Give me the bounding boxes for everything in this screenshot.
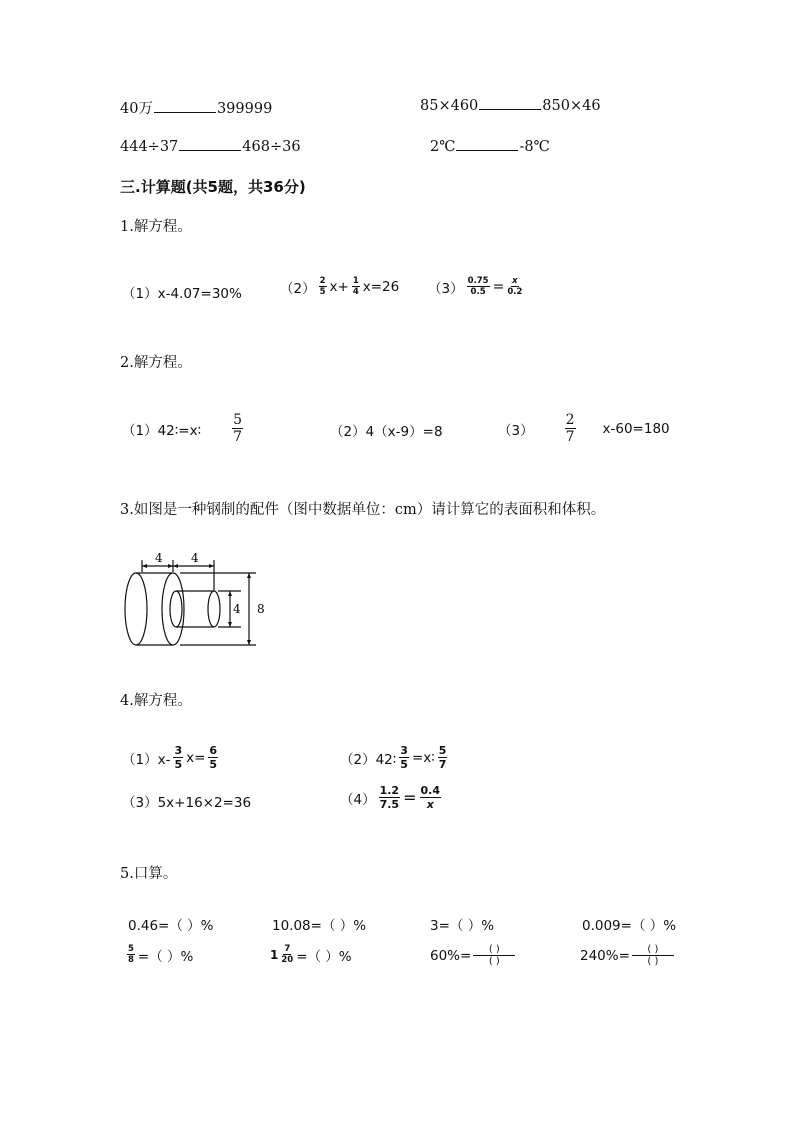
item-label: （2） — [280, 280, 316, 297]
fraction-den: ( ) — [647, 956, 659, 967]
fraction-den: ( ) — [488, 956, 500, 967]
fraction-den: 5 — [400, 758, 408, 771]
fraction — [208, 744, 218, 771]
problem-4-title: 4.解方程。 — [120, 693, 192, 709]
fraction-num: 5 — [438, 744, 447, 757]
problem-2-a — [122, 412, 246, 445]
fraction-den: 7 — [565, 429, 575, 445]
fraction — [399, 744, 409, 771]
fraction-num: 0.4 — [420, 784, 440, 797]
fraction-num: ( ) — [473, 944, 515, 956]
mental-math-2: 10.08=（ ）% — [272, 918, 367, 934]
problem-2-c — [498, 412, 670, 445]
fraction-num: 0.75 — [467, 276, 489, 286]
fraction-den: 4 — [352, 287, 359, 297]
fraction — [319, 276, 327, 297]
compare-q2-right: 850×46 — [542, 98, 601, 114]
fraction — [565, 412, 576, 445]
fraction — [507, 276, 522, 297]
problem-1-title: 1.解方程。 — [120, 219, 192, 235]
fraction — [232, 412, 243, 445]
equation-text: x= — [186, 749, 206, 766]
answer-fraction[interactable] — [633, 944, 673, 967]
problem-1-c — [428, 276, 525, 297]
fraction — [467, 276, 490, 297]
compare-q1-left: 40万 — [120, 101, 153, 117]
dim-top-left: 4 — [155, 551, 163, 565]
equation-text: （2）42∶ — [340, 751, 397, 768]
mental-math-1: 0.46=（ ）% — [128, 918, 214, 934]
fraction — [127, 944, 135, 965]
fraction — [173, 744, 183, 771]
fraction-den: 5 — [209, 758, 218, 771]
equation-text: （1）x- — [122, 751, 171, 768]
answer-blank[interactable] — [179, 138, 241, 151]
mixed-whole: 1 — [270, 947, 279, 962]
fraction-den: 0.2 — [507, 287, 523, 297]
answer-blank[interactable] — [456, 138, 518, 151]
compare-q2 — [420, 97, 601, 114]
compare-q4-left: 2℃ — [430, 139, 456, 155]
mental-math-3: 3=（ ）% — [430, 918, 495, 934]
big-cylinder-face — [162, 573, 184, 645]
equation-text: =（ ）% — [137, 948, 194, 965]
problem-2-title: 2.解方程。 — [120, 355, 192, 371]
fraction-den: 5 — [319, 287, 326, 297]
compare-q3-right: 468÷36 — [242, 139, 301, 155]
fraction — [352, 276, 360, 297]
compare-q3 — [120, 138, 301, 155]
compare-q1-right: 399999 — [216, 101, 273, 117]
dim-top-right: 4 — [191, 551, 199, 565]
steel-part-figure — [118, 548, 278, 652]
compare-q4-right: -8℃ — [519, 139, 550, 155]
equation-text: =（ ）% — [296, 948, 352, 965]
dim-inner-diameter: 4 — [233, 602, 241, 616]
equals-sign: = — [492, 278, 505, 295]
fraction-den: 7 — [438, 758, 447, 771]
fraction-num: 5 — [128, 944, 134, 954]
equation-text: 240%= — [580, 947, 630, 964]
fraction-num: 6 — [209, 744, 218, 757]
item-label: （3） — [498, 422, 534, 439]
equation-text: x=26 — [362, 278, 400, 295]
fraction-num: 3 — [400, 744, 408, 757]
fraction — [281, 944, 293, 965]
mental-math-7 — [430, 944, 517, 967]
item-label: （3） — [428, 280, 464, 297]
fraction-den: 5 — [174, 758, 183, 771]
mental-math-6 — [270, 944, 352, 965]
fraction — [438, 744, 448, 771]
equation-text: =x∶ — [411, 749, 435, 766]
problem-3-title: 3.如图是一种钢制的配件（图中数据单位：cm）请计算它的表面积和体积。 — [120, 502, 606, 518]
answer-blank[interactable] — [479, 97, 541, 110]
fraction-den: 7.5 — [379, 798, 400, 811]
compare-q4 — [430, 138, 550, 155]
fraction-num: 5 — [233, 412, 243, 428]
problem-4-b — [340, 744, 450, 771]
problem-5-title: 5.口算。 — [120, 866, 178, 882]
fraction-num: x — [512, 276, 518, 286]
mental-math-8 — [580, 944, 676, 967]
problem-4-c: （3）5x+16×2=36 — [122, 795, 252, 811]
fraction-den: 8 — [128, 955, 134, 965]
answer-fraction[interactable] — [474, 944, 514, 967]
fraction-den: 0.5 — [470, 287, 486, 297]
equation-text: x+ — [329, 278, 349, 295]
mental-math-4: 0.009=（ ）% — [582, 918, 677, 934]
equals-sign: = — [403, 788, 417, 807]
fraction — [379, 784, 401, 811]
fraction-den: 7 — [233, 429, 243, 445]
answer-blank[interactable] — [154, 100, 216, 113]
problem-1-b — [280, 276, 399, 297]
compare-q2-left: 85×460 — [420, 98, 479, 114]
dim-outer-diameter: 8 — [257, 602, 265, 616]
compare-q1 — [120, 97, 272, 118]
problem-1-a: （1）x-4.07=30% — [122, 286, 242, 302]
fraction-num: ( ) — [632, 944, 674, 956]
fraction-den: 20 — [281, 955, 294, 965]
fraction — [420, 784, 442, 811]
problem-2-b: （2）4（x-9）=8 — [330, 424, 443, 440]
item-label: （4） — [340, 791, 376, 808]
compare-q3-left: 444÷37 — [120, 139, 179, 155]
fraction-num: 2 — [565, 412, 575, 428]
problem-4-d — [340, 784, 444, 811]
fraction-num: 1 — [352, 276, 359, 286]
equation-text: 60%= — [430, 947, 472, 964]
big-cylinder-back — [125, 573, 147, 645]
fraction-den: x — [426, 798, 434, 811]
section-title: 三.计算题(共5题，共36分) — [120, 178, 306, 196]
fraction-num: 7 — [284, 944, 291, 954]
small-cylinder-face — [208, 591, 220, 627]
fraction-num: 1.2 — [379, 784, 400, 797]
equation-text: （1）42∶=x∶ — [122, 422, 202, 439]
mental-math-5 — [124, 944, 193, 965]
fraction-num: 2 — [319, 276, 326, 286]
equation-text: x-60=180 — [602, 420, 670, 437]
problem-4-a — [122, 744, 221, 771]
fraction-num: 3 — [174, 744, 183, 757]
